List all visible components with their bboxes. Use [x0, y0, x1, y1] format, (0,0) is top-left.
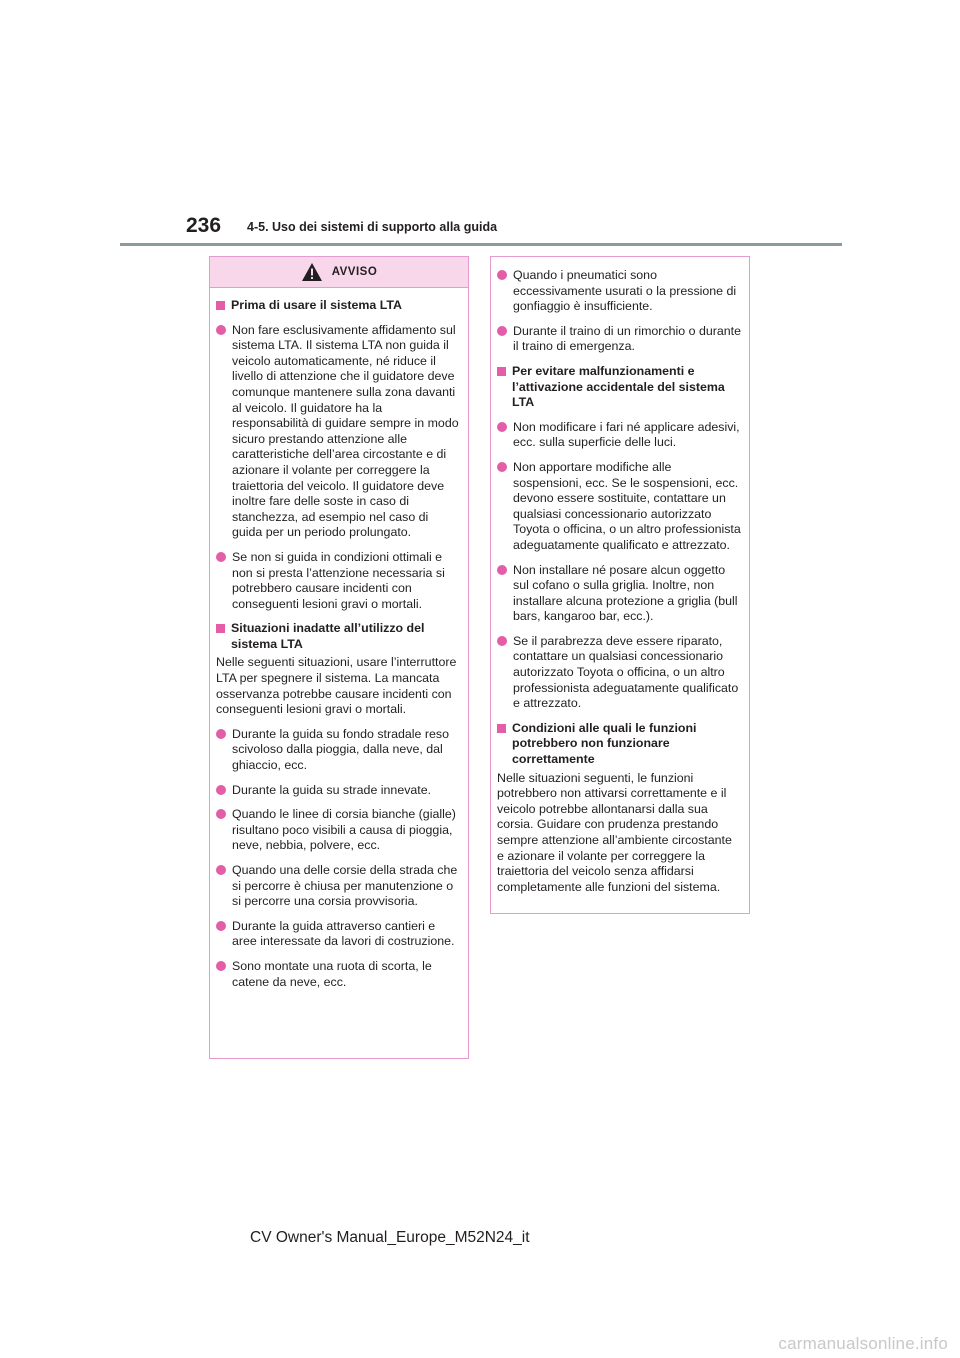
circle-bullet-icon: [216, 961, 226, 971]
circle-bullet-icon: [216, 865, 226, 875]
watermark: carmanualsonline.info: [778, 1334, 948, 1353]
list-item: [216, 783, 460, 799]
section-heading: [216, 621, 460, 652]
warning-box-left: [209, 256, 469, 1059]
list-item-text: Se il parabrezza deve essere riparato, contattare un qualsiasi concessionario autorizzato Toyota o officina, o un altro professionista adeguatamente qualificato e attrezzato.: [513, 633, 739, 711]
square-bullet-icon: [216, 624, 225, 633]
circle-bullet-icon: [216, 809, 226, 819]
list-item-text: Se non si guida in condizioni ottimali e non si presta l’attenzione necessaria si potrebbero causare incidenti con conseguenti lesioni gravi o mortali.: [232, 549, 445, 611]
heading-text: Per evitare malfunzionamenti e l’attivazione accidentale del sistema LTA: [512, 363, 725, 410]
circle-bullet-icon: [497, 270, 507, 280]
list-item-text: Quando una delle corsie della strada che si percorre è chiusa per manutenzione o si percorre una corsia provvisoria.: [232, 863, 458, 909]
circle-bullet-icon: [497, 326, 507, 336]
list-item-text: Durante la guida su strade innevate.: [232, 782, 432, 797]
warning-triangle-icon: [301, 262, 323, 282]
paragraph: [497, 771, 741, 896]
square-bullet-icon: [497, 724, 506, 733]
circle-bullet-icon: [216, 921, 226, 931]
list-item-text: Quando le linee di corsia bianche (gialle) risultano poco visibili a causa di pioggia, neve, nebbia, polvere, ecc.: [232, 807, 456, 853]
circle-bullet-icon: [216, 325, 226, 335]
square-bullet-icon: [216, 301, 225, 310]
list-item-text: Sono montate una ruota di scorta, le catene da neve, ecc.: [232, 958, 432, 989]
heading-text: Prima di usare il sistema LTA: [231, 298, 403, 312]
list-item-text: Durante la guida attraverso cantieri e aree interessate da lavori di costruzione.: [232, 918, 455, 949]
circle-bullet-icon: [216, 729, 226, 739]
list-item: [216, 323, 460, 541]
list-item: [497, 460, 741, 554]
page-number: 236: [186, 214, 222, 237]
warning-label: AVVISO: [331, 266, 378, 278]
paragraph: [216, 655, 460, 717]
list-item: [216, 727, 460, 774]
warning-header: [210, 257, 468, 288]
heading-text: Situazioni inadatte all’utilizzo del sistema LTA: [231, 621, 425, 651]
list-item: [497, 268, 741, 315]
list-item-text: Durante il traino di un rimorchio o durante il traino di emergenza.: [513, 323, 741, 354]
list-item: [216, 959, 460, 990]
list-item: [497, 324, 741, 355]
list-item: [497, 634, 741, 712]
list-item: [216, 550, 460, 612]
section-heading: [497, 721, 741, 768]
list-item-text: Non installare né posare alcun oggetto sul cofano o sulla griglia. Inoltre, non installare alcuna protezione a griglia (bull bars, kangaroo bar, ecc.).: [513, 562, 738, 624]
list-item-text: Non modificare i fari né applicare adesivi, ecc. sulla superficie delle luci.: [513, 419, 740, 450]
circle-bullet-icon: [497, 422, 507, 432]
circle-bullet-icon: [497, 565, 507, 575]
section-heading: [497, 364, 741, 411]
warning-box-right: [490, 256, 750, 914]
section-heading: [216, 298, 460, 314]
circle-bullet-icon: [497, 462, 507, 472]
list-item-text: Quando i pneumatici sono eccessivamente usurati o la pressione di gonfiaggio è insufficiente.: [513, 268, 737, 314]
list-item: [216, 807, 460, 854]
paragraph-text: Nelle seguenti situazioni, usare l’interruttore LTA per spegnere il sistema. La mancata osservanza potrebbe causare incidenti con conseguenti lesioni gravi o mortali.: [216, 655, 457, 717]
warning-left-content: [210, 288, 468, 998]
manual-name: CV Owner's Manual_Europe_M52N24_it: [250, 1229, 530, 1246]
list-item: [497, 420, 741, 451]
warning-right-content: [491, 257, 749, 903]
circle-bullet-icon: [216, 785, 226, 795]
list-item: [497, 563, 741, 625]
circle-bullet-icon: [216, 552, 226, 562]
circle-bullet-icon: [497, 636, 507, 646]
list-item: [216, 863, 460, 910]
header-rule: [120, 243, 842, 246]
list-item: [216, 919, 460, 950]
paragraph-text: Nelle situazioni seguenti, le funzioni potrebbero non attivarsi correttamente e il veicolo potrebbe allontanarsi dalla sua corsia. Guidare con prudenza prestando sempre attenzione all’ambiente circostante e azionare il volante per correggere la traiettoria del veicolo senza affidarsi completamente alle funzioni del sistema.: [497, 770, 732, 894]
list-item-text: Non fare esclusivamente affidamento sul sistema LTA. Il sistema LTA non guida il veicolo automaticamente, né riduce il livello di attenzione che il guidatore deve comunque mantenere sulla zona davanti al veicolo. Il guidatore ha la responsabilità di guidare sempre in modo sicuro prestando attenzione alle caratteristiche dell’area circostante e di azionare il volante per correggere la traiettoria del veicolo. Il guidatore deve inoltre fare delle soste in caso di stanchezza, ad esempio nel caso di guida per un periodo prolungato.: [232, 322, 459, 540]
list-item-text: Non apportare modifiche alle sospensioni, ecc. Se le sospensioni, ecc. devono essere sostituite, contattare un qualsiasi concessionario autorizzato Toyota o officina, o un altro professionista adeguatamente qualificato e attrezzato.: [513, 459, 741, 552]
square-bullet-icon: [497, 367, 506, 376]
list-item-text: Durante la guida su fondo stradale reso scivoloso dalla pioggia, dalla neve, dal ghiaccio, ecc.: [232, 726, 449, 773]
heading-text: Condizioni alle quali le funzioni potrebbero non funzionare correttamente: [512, 720, 697, 767]
section-title: 4-5. Uso dei sistemi di supporto alla guida: [247, 220, 498, 234]
